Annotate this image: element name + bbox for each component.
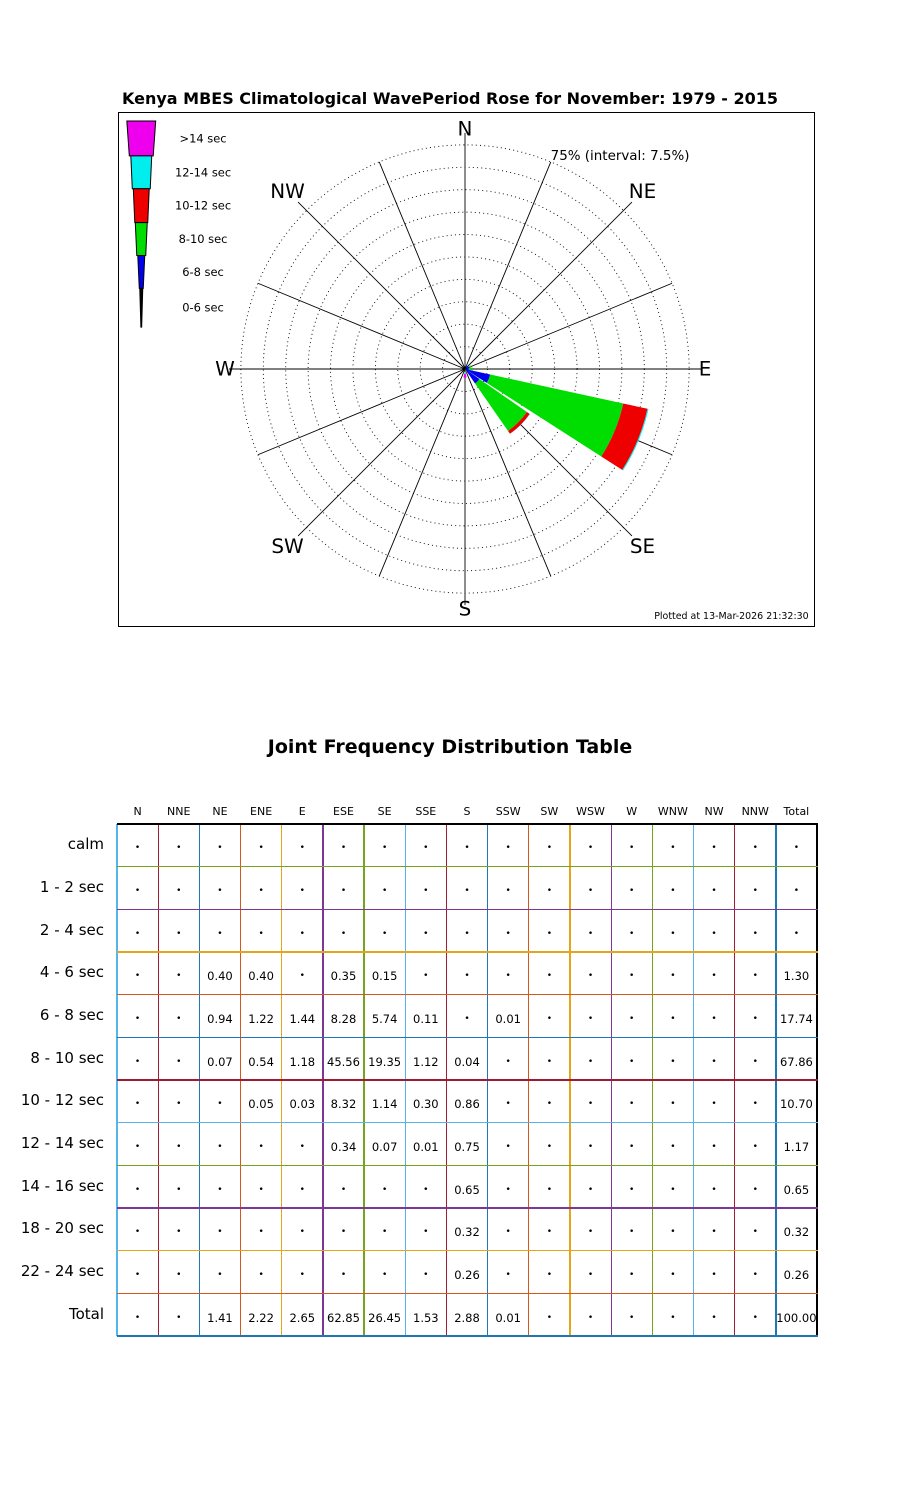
table-cell: • <box>752 886 758 896</box>
table-cell: • <box>176 1270 182 1280</box>
table-cell: • <box>546 1099 552 1110</box>
table-grid-hline <box>117 951 818 952</box>
compass-label-W: W <box>215 357 235 381</box>
table-cell: • <box>423 843 429 854</box>
table-cell: 8.28 <box>330 1012 357 1026</box>
table-cell: • <box>381 886 388 896</box>
table-cell: • <box>299 886 305 896</box>
table-cell: • <box>629 1014 635 1024</box>
table-grid-hline <box>117 1335 818 1336</box>
table-cell: 8.32 <box>330 1097 357 1112</box>
table-cell: • <box>340 843 347 854</box>
table-cell: • <box>217 886 223 896</box>
table-cell: • <box>752 971 758 982</box>
table-col-header: Total <box>783 805 810 818</box>
table-cell: 1.12 <box>413 1054 439 1069</box>
table-cell: • <box>587 1099 594 1110</box>
table-cell: • <box>793 843 800 854</box>
table-cell: • <box>670 1142 676 1152</box>
compass-label-E: E <box>698 357 712 381</box>
table-grid-hline <box>117 1250 818 1251</box>
compass-label-SE: SE <box>629 535 656 559</box>
table-cell: • <box>258 928 264 939</box>
table-grid-hline <box>117 1079 818 1080</box>
table-cell: • <box>587 971 594 982</box>
table-cell: • <box>629 928 635 939</box>
table-cell: • <box>505 1099 511 1110</box>
table-cell: • <box>423 971 429 982</box>
legend-label-8-10: 8-10 sec <box>178 232 228 247</box>
table-cell: • <box>505 886 511 896</box>
table-cell: • <box>587 886 594 896</box>
table-cell: • <box>629 971 635 982</box>
table-cell: • <box>464 971 470 982</box>
table-cell: 0.40 <box>248 969 274 984</box>
table-cell: • <box>670 1184 676 1195</box>
table-cell: • <box>546 1142 552 1152</box>
table-cell: • <box>217 1142 223 1152</box>
table-cell: • <box>711 1142 717 1152</box>
table-title: Joint Frequency Distribution Table <box>267 736 633 758</box>
table-cell: • <box>299 971 305 982</box>
table-cell: • <box>752 1227 758 1238</box>
table-col-header: NNE <box>167 805 191 818</box>
radial-scale-label: 75% (interval: 7.5%) <box>550 148 690 164</box>
table-cell: • <box>134 1270 141 1280</box>
table-cell: • <box>629 1056 635 1067</box>
table-cell: • <box>505 1227 511 1238</box>
table-cell: 0.01 <box>495 1012 521 1026</box>
table-cell: 1.41 <box>207 1310 233 1325</box>
table-cell: • <box>629 1227 635 1238</box>
table-cell: • <box>711 928 717 939</box>
table-col-header: SE <box>377 805 392 818</box>
legend-label-6-8: 6-8 sec <box>182 264 224 279</box>
table-cell: • <box>670 928 676 939</box>
table-cell: 1.53 <box>413 1310 439 1325</box>
table-cell: • <box>752 1014 758 1024</box>
table-cell: • <box>423 1184 429 1195</box>
compass-label-NW: NW <box>270 180 305 204</box>
compass-label-S: S <box>458 597 472 621</box>
table-cell: 0.03 <box>289 1097 316 1112</box>
table-row-label: 4 - 6 sec <box>39 963 104 982</box>
table-cell: 17.74 <box>779 1012 813 1026</box>
table-cell: • <box>134 843 141 854</box>
table-cell: • <box>134 1014 141 1024</box>
table-grid-hline <box>117 1207 818 1208</box>
table-cell: • <box>381 1184 388 1195</box>
table-cell: • <box>340 1270 347 1280</box>
table-cell: • <box>670 1014 676 1024</box>
table-cell: • <box>587 1227 594 1238</box>
table-cell: • <box>423 1227 429 1238</box>
table-cell: • <box>752 1099 758 1110</box>
table-col-header: N <box>133 805 142 818</box>
table-row-label: 14 - 16 sec <box>20 1176 104 1195</box>
table-cell: • <box>176 1099 182 1110</box>
table-cell: • <box>340 1184 347 1195</box>
table-cell: • <box>670 1270 676 1280</box>
table-cell: 0.30 <box>413 1097 439 1112</box>
table-cell: • <box>505 1270 511 1280</box>
table-cell: • <box>176 1227 182 1238</box>
table-cell: • <box>505 1056 511 1067</box>
table-cell: • <box>217 1227 223 1238</box>
table-col-header: SSE <box>415 805 437 818</box>
table-col-header: NW <box>704 805 724 818</box>
table-cell: • <box>217 1270 223 1280</box>
table-cell: • <box>629 1312 635 1323</box>
table-cell: 0.32 <box>454 1225 480 1240</box>
table-cell: • <box>176 843 182 854</box>
table-cell: • <box>176 886 182 896</box>
table-cell: • <box>258 1270 264 1280</box>
table-cell: • <box>423 928 429 939</box>
table-cell: • <box>752 928 758 939</box>
table-cell: • <box>217 1099 223 1110</box>
table-cell: • <box>505 928 511 939</box>
plotted-at-note: Plotted at 13-Mar-2026 21:32:30 <box>654 611 809 623</box>
table-cell: • <box>752 1312 758 1323</box>
table-row-label: 12 - 14 sec <box>20 1134 104 1152</box>
table-cell: • <box>505 1184 511 1195</box>
legend-label->14: >14 sec <box>179 131 227 146</box>
table-cell: • <box>546 886 552 896</box>
table-cell: 0.75 <box>454 1140 480 1154</box>
table-cell: • <box>670 886 676 896</box>
table-cell: • <box>423 886 429 896</box>
table-cell: • <box>299 1227 305 1238</box>
table-row-label: calm <box>67 835 104 854</box>
table-cell: • <box>546 971 552 982</box>
table-cell: • <box>711 1312 717 1323</box>
table-cell: 0.26 <box>783 1268 810 1282</box>
table-col-header: SSW <box>495 805 521 818</box>
table-cell: • <box>670 843 676 854</box>
table-cell: • <box>464 928 470 939</box>
table-cell: • <box>505 971 511 982</box>
table-cell: • <box>711 843 717 854</box>
table-cell: • <box>670 1312 676 1323</box>
table-cell: • <box>134 1312 141 1323</box>
table-cell: • <box>546 1312 552 1323</box>
table-cell: • <box>258 1227 264 1238</box>
table-cell: • <box>587 1270 594 1280</box>
table-cell: 0.15 <box>371 969 398 984</box>
table-cell: • <box>793 886 800 896</box>
table-cell: • <box>670 1056 676 1067</box>
table-row-label: 6 - 8 sec <box>39 1006 104 1024</box>
table-cell: • <box>546 1184 552 1195</box>
table-cell: • <box>752 1270 758 1280</box>
legend-label-12-14: 12-14 sec <box>174 165 232 180</box>
table-cell: • <box>381 843 388 854</box>
table-cell: • <box>299 928 305 939</box>
table-cell: 1.22 <box>248 1012 274 1026</box>
table-cell: • <box>587 1056 594 1067</box>
table-cell: • <box>629 1184 635 1195</box>
table-cell: 0.86 <box>454 1097 480 1112</box>
table-cell: • <box>546 1227 552 1238</box>
table-cell: • <box>176 1312 182 1323</box>
compass-label-NE: NE <box>628 180 657 204</box>
table-cell: 0.26 <box>454 1268 480 1282</box>
table-cell: • <box>217 928 223 939</box>
table-cell: 0.01 <box>413 1140 439 1154</box>
table-cell: • <box>629 1142 635 1152</box>
table-cell: • <box>793 928 800 939</box>
table-cell: 5.74 <box>371 1012 398 1026</box>
legend-label-10-12: 10-12 sec <box>174 198 232 213</box>
table-cell: 26.45 <box>368 1310 402 1325</box>
table-cell: • <box>134 1099 141 1110</box>
table-cell: • <box>711 971 717 982</box>
table-cell: • <box>546 1014 552 1024</box>
legend-label-0-6: 0-6 sec <box>182 300 224 315</box>
table-cell: • <box>505 1142 511 1152</box>
table-cell: • <box>546 1056 552 1067</box>
table-cell: 0.94 <box>207 1012 233 1026</box>
table-cell: • <box>176 971 182 982</box>
table-cell: • <box>752 843 758 854</box>
table-cell: • <box>546 928 552 939</box>
table-cell: • <box>587 843 594 854</box>
table-cell: • <box>711 1270 717 1280</box>
table-cell: • <box>629 1099 635 1110</box>
table-cell: • <box>217 843 223 854</box>
table-cell: 1.18 <box>289 1054 316 1069</box>
table-cell: 62.85 <box>327 1310 360 1325</box>
table-cell: • <box>629 1270 635 1280</box>
table-cell: 0.04 <box>454 1054 480 1069</box>
table-row-label: Total <box>68 1304 104 1323</box>
table-cell: • <box>340 886 347 896</box>
table-cell: • <box>299 1270 305 1280</box>
table-cell: 0.07 <box>207 1054 233 1069</box>
table-cell: • <box>134 971 141 982</box>
table-col-header: ENE <box>250 805 273 818</box>
table-col-header: SW <box>540 805 559 818</box>
table-cell: • <box>340 1227 347 1238</box>
table-grid-hline <box>117 1122 818 1123</box>
table-col-header: WNW <box>657 805 688 818</box>
table-cell: 0.01 <box>495 1310 521 1325</box>
table-cell: 1.14 <box>371 1097 398 1112</box>
table-cell: 0.05 <box>248 1097 274 1112</box>
table-cell: 0.32 <box>783 1225 810 1240</box>
compass-label-SW: SW <box>271 535 304 559</box>
table-col-header: WSW <box>576 805 605 818</box>
table-cell: • <box>381 1270 388 1280</box>
table-cell: 67.86 <box>779 1054 813 1069</box>
table-col-header: W <box>626 805 638 818</box>
table-cell: • <box>258 1142 264 1152</box>
table-cell: • <box>464 843 470 854</box>
table-col-header: E <box>298 805 306 818</box>
table-cell: 45.56 <box>327 1054 360 1069</box>
table-cell: • <box>711 1056 717 1067</box>
table-col-header: NNW <box>741 805 769 818</box>
table-cell: • <box>134 1184 141 1195</box>
table-cell: • <box>546 843 552 854</box>
table-cell: • <box>587 928 594 939</box>
table-grid-hline <box>117 909 818 910</box>
table-cell: 0.65 <box>783 1182 810 1197</box>
compass-label-N: N <box>457 117 473 141</box>
table-cell: • <box>217 1184 223 1195</box>
table-cell: • <box>587 1184 594 1195</box>
table-cell: • <box>752 1184 758 1195</box>
table-row-label: 18 - 20 sec <box>20 1219 104 1238</box>
table-cell: • <box>134 886 141 896</box>
table-cell: 0.11 <box>413 1012 439 1026</box>
table-cell: 2.22 <box>248 1310 274 1325</box>
table-cell: • <box>381 1227 388 1238</box>
table-cell: • <box>505 843 511 854</box>
table-cell: 19.35 <box>368 1054 402 1069</box>
table-grid-hline <box>117 1165 818 1166</box>
table-cell: • <box>587 1014 594 1024</box>
table-cell: • <box>587 1312 594 1323</box>
table-cell: 0.65 <box>454 1182 480 1197</box>
table-grid-hline <box>117 1037 818 1038</box>
table-grid-hline <box>117 823 818 824</box>
table-cell: • <box>423 1270 429 1280</box>
table-cell: • <box>711 1227 717 1238</box>
table-cell: • <box>752 1142 758 1152</box>
table-cell: • <box>670 971 676 982</box>
table-cell: • <box>176 1184 182 1195</box>
table-cell: 1.30 <box>783 969 810 984</box>
table-cell: • <box>134 1227 141 1238</box>
table-cell: • <box>464 1014 470 1024</box>
table-cell: 100.00 <box>776 1310 817 1325</box>
table-grid-hline <box>117 1293 818 1294</box>
table-col-header: ESE <box>333 805 354 818</box>
table-cell: • <box>258 1184 264 1195</box>
table-cell: • <box>258 886 264 896</box>
table-cell: • <box>629 886 635 896</box>
table-cell: • <box>546 1270 552 1280</box>
table-cell: • <box>134 1056 141 1067</box>
table-cell: • <box>134 1142 141 1152</box>
table-cell: 0.54 <box>248 1054 274 1069</box>
table-cell: 0.34 <box>330 1140 357 1154</box>
table-cell: • <box>752 1056 758 1067</box>
table-cell: 1.44 <box>289 1012 316 1026</box>
table-cell: • <box>134 928 141 939</box>
table-cell: • <box>258 843 264 854</box>
table-cell: 0.07 <box>371 1140 398 1154</box>
table-cell: 0.40 <box>207 969 233 984</box>
table-row-label: 8 - 10 sec <box>30 1048 104 1067</box>
table-grid-hline <box>117 866 818 867</box>
table-cell: • <box>176 1014 182 1024</box>
table-cell: • <box>381 928 388 939</box>
table-row-label: 1 - 2 sec <box>39 878 104 896</box>
table-row-label: 2 - 4 sec <box>39 920 104 939</box>
table-cell: • <box>587 1142 594 1152</box>
table-cell: • <box>629 843 635 854</box>
table-cell: • <box>711 1184 717 1195</box>
table-grid-hline <box>117 994 818 995</box>
table-cell: • <box>711 1014 717 1024</box>
table-cell: • <box>711 886 717 896</box>
table-cell: • <box>299 843 305 854</box>
table-col-header: S <box>463 805 471 818</box>
table-row-label: 10 - 12 sec <box>20 1091 104 1110</box>
table-cell: • <box>340 928 347 939</box>
table-cell: 10.70 <box>779 1097 813 1112</box>
table-cell: • <box>299 1142 305 1152</box>
table-cell: 0.35 <box>330 969 357 984</box>
table-cell: • <box>176 928 182 939</box>
rose-chart-title: Kenya MBES Climatological WavePeriod Rose for November: 1979 - 2015 <box>121 89 778 108</box>
table-cell: • <box>464 886 470 896</box>
table-cell: • <box>670 1227 676 1238</box>
table-cell: • <box>176 1142 182 1152</box>
table-cell: • <box>176 1056 182 1067</box>
table-cell: 2.65 <box>289 1310 316 1325</box>
table-cell: • <box>299 1184 305 1195</box>
table-col-header: NE <box>212 805 228 818</box>
table-cell: 1.17 <box>783 1140 810 1154</box>
table-cell: • <box>711 1099 717 1110</box>
table-row-label: 22 - 24 sec <box>20 1262 104 1280</box>
table-cell: • <box>670 1099 676 1110</box>
table-cell: 2.88 <box>454 1310 480 1325</box>
